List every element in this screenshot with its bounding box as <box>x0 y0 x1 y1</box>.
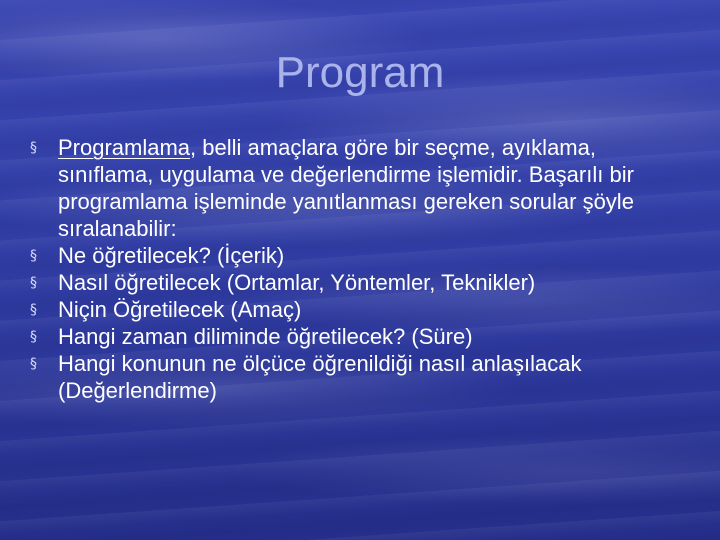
bullet-list <box>30 134 690 404</box>
slide-title: Program <box>275 48 445 97</box>
list-item <box>30 323 690 350</box>
square-bullet-icon: § <box>30 140 37 156</box>
square-bullet-icon: § <box>30 275 37 291</box>
list-item-text: Ne öğretilecek? (İçerik) <box>58 243 285 268</box>
list-item <box>30 296 690 323</box>
list-item <box>30 242 690 269</box>
square-bullet-icon: § <box>30 248 37 264</box>
list-item-text: Niçin Öğretilecek (Amaç) <box>58 297 302 322</box>
list-item <box>30 350 690 404</box>
list-item-text: Nasıl öğretilecek (Ortamlar, Yöntemler, Teknikler) <box>58 270 536 295</box>
programlama-link[interactable]: Programlama <box>58 135 191 160</box>
square-bullet-icon: § <box>30 356 37 372</box>
list-item-text: , belli amaçlara göre bir seçme, ayıklama, sınıflama, uygulama ve değerlendirme işlemidir. Başarılı bir programlama işleminde yanıtlanması gereken sorular şöyle sıralanabilir: <box>58 135 634 241</box>
square-bullet-icon: § <box>30 329 37 345</box>
list-item <box>30 134 690 242</box>
square-bullet-icon: § <box>30 302 37 318</box>
list-item-text: Hangi zaman diliminde öğretilecek? (Süre) <box>58 324 473 349</box>
list-item-text: Hangi konunun ne ölçüce öğrenildiği nasıl anlaşılacak (Değerlendirme) <box>58 351 582 403</box>
list-item <box>30 269 690 296</box>
